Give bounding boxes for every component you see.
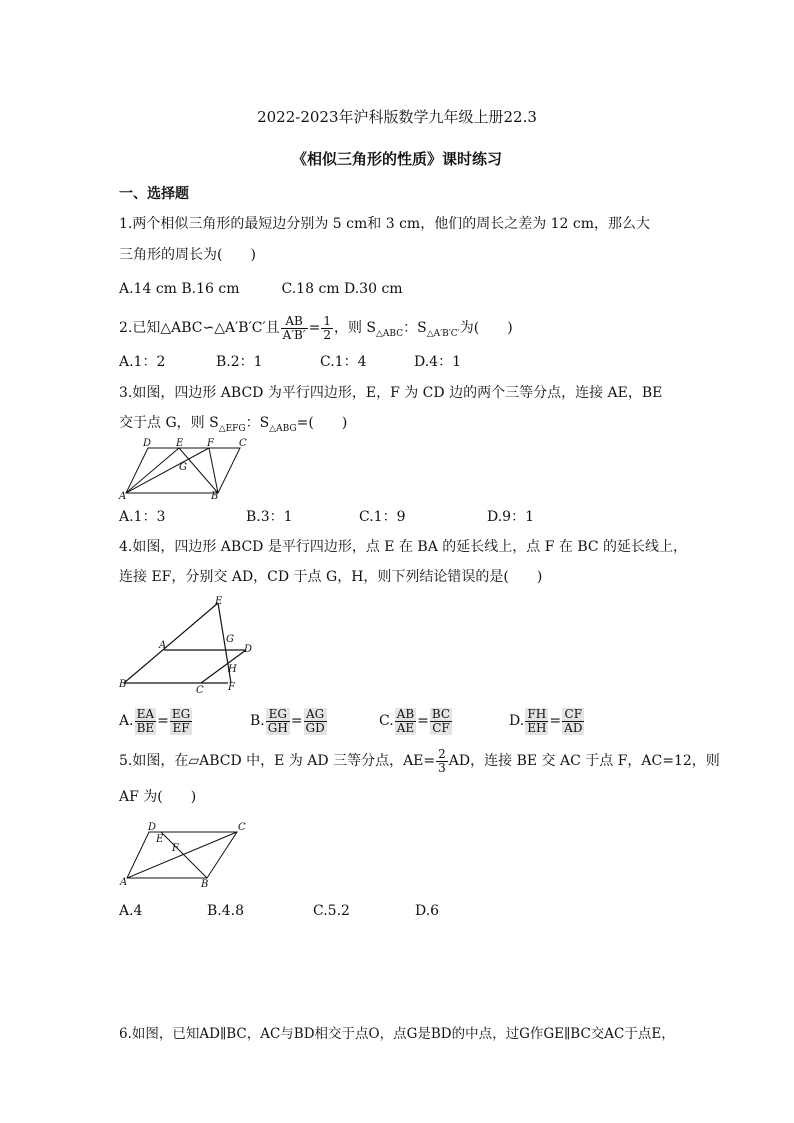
q2-option-d: D.4：1 [414,354,461,370]
q2-colon: ：S [403,320,427,336]
q3-label-e: E [176,438,184,449]
q3-label-a: A [119,491,127,502]
q4-option-a-frac1 [135,708,157,735]
q5-label-d: D [148,822,157,833]
q4-label-b: B [119,679,127,690]
q4-option-b-frac2 [304,708,327,735]
document-title-line2: 《相似三角形的性质》课时练习 [291,150,502,168]
section-heading: 一、选择题 [119,186,189,202]
q4-c-n2: BC [431,706,451,721]
q5-frac-numerator: 2 [438,746,446,761]
q2-option-b: B.2：1 [216,354,263,370]
q1-text-line1: 1.两个相似三角形的最短边分别为 5 cm和 3 cm，他们的周长之差为 12 cm，那么大 [119,216,651,232]
q4-option-d-letter: D. [509,713,525,729]
q4-option-a [119,706,193,736]
q4-a-eq: = [157,713,169,729]
q5-option-d: D.6 [415,903,440,919]
document-title-line1: 2022-2023年沪科版数学九年级上册22.3 [257,108,537,126]
q3-parallelogram-figure [115,436,255,502]
q2-frac2-numerator: 1 [323,313,331,328]
q3-label-d: D [143,438,152,449]
q4-label-e: E [215,596,223,607]
q4-b-n2: AG [304,708,327,722]
q3-label-g: G [179,462,187,473]
q2-suffix: 为( ) [459,320,513,336]
q5-label-b: B [201,879,209,888]
q4-d-d2: AD [564,720,583,735]
q4-label-c: C [196,685,204,695]
q4-c-d1: AE [395,722,416,735]
q2-frac1-numerator: AB [281,315,308,329]
q4-c-eq: = [417,713,429,729]
q4-c-n1: AB [396,706,415,721]
q2-fraction-ab [281,315,308,342]
q4-label-f: F [228,682,235,693]
q3-option-b: B.3：1 [246,509,293,525]
q2-frac2-denominator: 2 [323,327,331,342]
q5-label-f: F [172,843,179,854]
q4-label-a: A [159,640,167,651]
q4-option-b-frac1 [266,708,290,735]
q4-option-c-letter: C. [379,713,394,729]
q3-colon: ：S [245,415,270,431]
q2-sub2: △A′B′C′ [426,328,460,339]
q4-figure [116,593,261,695]
q3-sub2: △ABG [269,423,297,434]
q5-option-b: B.4.8 [207,903,245,919]
q5-label-a: A [120,877,128,888]
q4-d-eq: = [549,713,562,729]
q2-text [119,314,513,348]
q3-line2-suffix: =( ) [296,415,348,431]
q4-b-n1: EG [266,708,290,722]
q2-frac1-denominator: A′B′ [282,327,306,342]
q5-parallelogram-figure [115,818,255,888]
q4-b-d2: GD [305,720,325,735]
q2-fraction-half [321,315,333,342]
q3-text-line2 [119,413,347,439]
q5-fraction [436,748,448,775]
q4-option-a-letter: A. [119,713,134,729]
q4-option-b [250,706,328,736]
q3-text-line1: 3.如图，四边形 ABCD 为平行四边形，E，F 为 CD 边的两个三等分点，连接 AE，BE [119,385,663,401]
q4-option-b-letter: B. [250,713,265,729]
q4-text-line1: 4.如图，四边形 ABCD 是平行四边形，点 E 在 BA 的延长线上，点 F 在 BC 的延长线上， [119,539,688,555]
q1-options: A.14 cm B.16 cm C.18 cm D.30 cm [119,281,403,297]
q4-text-line2: 连接 EF，分别交 AD，CD 于点 G，H，则下列结论错误的是( ) [119,569,543,585]
q2-sub1: △ABC [376,328,404,339]
q4-a-n2: EG [171,706,191,721]
q4-option-c [379,706,453,736]
q5-frac-denominator: 3 [438,760,446,775]
q5-label-c: C [238,822,246,833]
q3-sub1: △EFG [218,423,246,434]
q3-label-b: B [211,491,219,502]
q4-label-d: D [244,644,253,655]
q5-label-e: E [156,834,164,845]
q2-equals: = [308,320,321,336]
q4-a-d1: BE [136,720,155,735]
q4-d-n1: FH [525,708,548,722]
q5-suffix: AD，连接 BE 交 AC 于点 F，AC=12，则 [448,753,720,769]
q4-label-g: G [226,634,234,645]
q4-d-n2: CF [562,708,584,722]
q4-a-d2: EF [170,722,192,735]
q5-prefix: 5.如图，在▱ABCD 中，E 为 AD 三等分点，AE= [119,753,436,769]
q2-option-c: C.1：4 [320,354,367,370]
q4-label-h: H [228,664,237,675]
q4-b-eq: = [290,713,303,729]
q4-option-c-frac1 [395,708,416,735]
q5-text-line1 [119,746,720,776]
q4-option-d-frac1 [525,708,548,735]
q3-option-c: C.1：9 [359,509,406,525]
q5-option-c: C.5.2 [313,903,350,919]
q4-option-a-frac2 [170,708,192,735]
q4-option-d-frac2 [562,708,584,735]
q4-option-d [509,706,585,736]
q3-option-a: A.1：3 [119,509,166,525]
q4-a-n1: EA [135,708,157,722]
q3-label-c: C [239,438,247,449]
q4-d-d1: EH [527,720,547,735]
q5-option-a: A.4 [119,903,143,919]
q4-c-d2: CF [430,722,452,735]
q2-prefix: 2.已知△ABC∽△A′B′C′且 [119,320,280,336]
q3-line2-prefix: 交于点 G，则 S [119,415,219,431]
q3-label-f: F [207,438,214,449]
q5-text-line2: AF 为( ) [119,789,197,805]
q3-option-d: D.9：1 [487,509,534,525]
q2-option-a: A.1：2 [119,354,166,370]
q2-mid: ，则 S [333,320,376,336]
q4-b-d1: GH [267,720,288,735]
q1-text-line2: 三角形的周长为( ) [119,247,256,263]
q4-option-c-frac2 [430,708,452,735]
q6-text-line1: 6.如图，已知AD∥BC，AC与BD相交于点O，点G是BD的中点，过G作GE∥BC交AC于点E， [119,1026,675,1042]
